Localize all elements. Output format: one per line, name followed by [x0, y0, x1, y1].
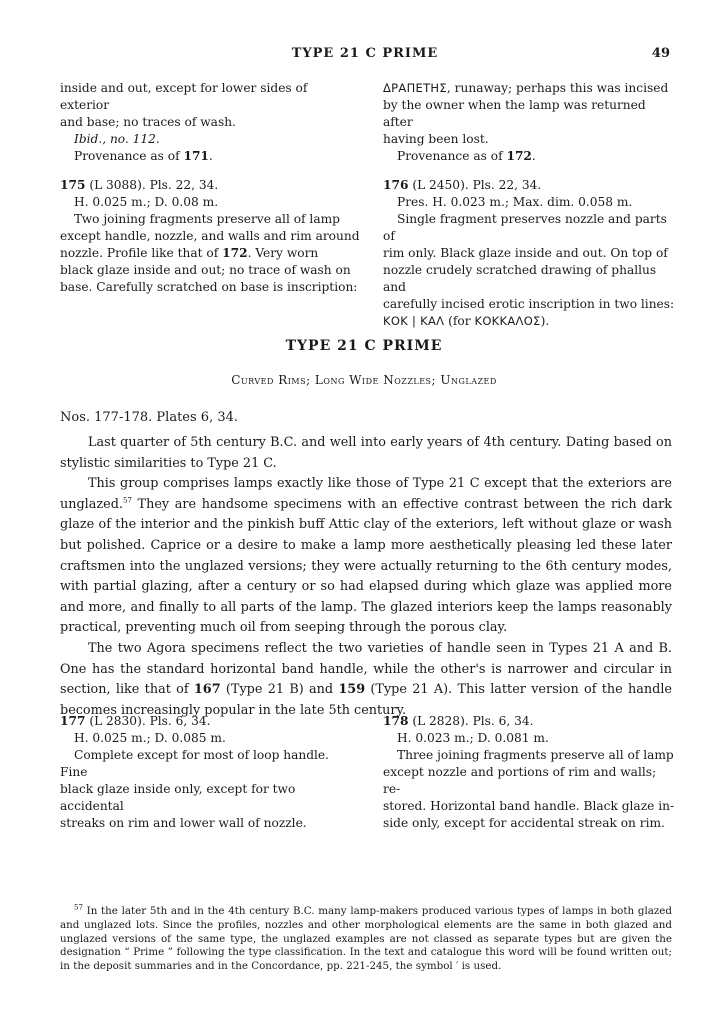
running-title: TYPE 21 C PRIME: [291, 46, 439, 61]
paragraph: Last quarter of 5th century B.C. and well into early years of 4th century. Dating based on stylistic similarities to Type 21 C.: [60, 435, 673, 471]
text-line: black glaze inside only, except for two accidental: [60, 782, 296, 813]
text-line: rim only. Black glaze inside and out. On top of: [383, 246, 668, 260]
text-line: and base; no traces of wash.: [60, 115, 236, 129]
running-head: [60, 46, 670, 66]
paragraph: This group comprises lamps exactly like those of Type 21 C except that the exteriors are unglazed.$^{57}$ They are handsome specimens with an effective contrast between the rich dark glaze of the interior and the pinkish buff Attic clay of the exteriors, left without glaze or wash but polished. Caprice or a desire to make a lamp more aesthetically pleasing led these later craftsmen into the unglazed versions; they were actually returning to the 6th century modes, with partial glazing, after a century or so had elapsed during which glaze was applied more and more, and finally to all parts of the lamp. The glazed interiors keep the lamps reasonably practical, preventing much oil from seeping through the porous clay.: [60, 476, 672, 636]
footnote: [60, 905, 672, 974]
text-line: nozzle crudely scratched drawing of phallus and: [383, 263, 657, 294]
text-line: Complete except for most of loop handle. Fine: [60, 748, 330, 779]
text-line: except nozzle and portions of rim and walls; re-: [383, 765, 657, 796]
entry-heading: 176 (L 2450). Pls. 22, 34.: [383, 178, 542, 192]
provenance-line: Provenance as of 171.: [74, 149, 213, 163]
right-column-top: [383, 80, 675, 330]
catalogue-entry-177: [60, 713, 360, 832]
text-line: except handle, nozzle, and walls and rim around: [60, 229, 360, 243]
text-line: inside and out, except for lower sides of exterior: [60, 81, 308, 112]
ibid-reference: Ibid., no. 112.: [74, 132, 160, 146]
footnote-marker: 57: [122, 496, 132, 505]
text-line: ΔΡΑΠΕΤΗΣ, runaway; perhaps this was incised: [383, 81, 669, 95]
page-number: 49: [651, 46, 670, 61]
catalogue-entry-176: [383, 177, 675, 330]
text-line: base. Carefully scratched on base is inscription:: [60, 280, 358, 294]
text-line: Two joining fragments preserve all of lamp: [74, 212, 340, 226]
text-line: ΚΟΚ | ΚΑΛ (for ΚΟΚΚΑΛΟΣ).: [383, 314, 550, 328]
entry-heading: 178 (L 2828). Pls. 6, 34.: [383, 714, 534, 728]
text-line: side only, except for accidental streak on rim.: [383, 816, 665, 830]
text-line: stored. Horizontal band handle. Black glaze in-: [383, 799, 675, 813]
section-title: TYPE 21 C PRIME: [285, 338, 443, 354]
text-line: black glaze inside and out; no trace of wash on: [60, 263, 351, 277]
entry-dimensions: Pres. H. 0.023 m.; Max. dim. 0.058 m.: [397, 195, 633, 209]
entry-dimensions: H. 0.025 m.; D. 0.085 m.: [74, 731, 226, 745]
body-text: [60, 433, 672, 721]
entry-dimensions: H. 0.023 m.; D. 0.081 m.: [397, 731, 549, 745]
catalogue-entry-175: [60, 177, 360, 296]
entry-heading: 175 (L 3088). Pls. 22, 34.: [60, 178, 219, 192]
entry-heading: 177 (L 2830). Pls. 6, 34.: [60, 714, 211, 728]
paragraph: The two Agora specimens reflect the two varieties of handle seen in Types 21 A and B. One has the standard horizontal band handle, while the other's is narrower and circular in section, like that of 167 (Type 21 B) and 159 (Type 21 A). This latter version of the handle becomes increasingly popular in the late 5th century.: [60, 640, 673, 718]
text-line: nozzle. Profile like that of 172. Very worn: [60, 246, 319, 260]
text-line: Single fragment preserves nozzle and parts of: [383, 212, 667, 243]
footnote-text: $^{57}$ In the later 5th and in the 4th century B.C. many lamp-makers produced various types of lamps in both glazed and unglazed lots. Since the profiles, nozzles and other morphological elements are the same in both glazed and unglazed versions of the same type, the unglazed examples are not classed as separate types but are given the designation “ Prime ” following the type classification. In the text and catalogue this word will be found written out; in the deposit summaries and in the Concordance, pp. 221-245, the symbol ′ is used.: [60, 903, 672, 973]
text-line: having been lost.: [383, 132, 489, 146]
text-line: by the owner when the lamp was returned after: [383, 98, 646, 129]
section-subtitle: Curved Rims; Long Wide Nozzles; Unglazed: [231, 373, 497, 387]
plates-reference: Nos. 177-178. Plates 6, 34.: [60, 410, 239, 425]
entry-dimensions: H. 0.025 m.; D. 0.08 m.: [74, 195, 219, 209]
footnote-number: 57: [74, 903, 83, 912]
greek-inscription: ΚΟΚ | ΚΑΛ: [383, 314, 445, 328]
catalogue-entry-178: [383, 713, 675, 832]
text-line: Three joining fragments preserve all of lamp: [397, 748, 674, 762]
greek-inscription: ΔΡΑΠΕΤΗΣ: [383, 81, 447, 95]
greek-inscription: ΚΟΚΚΑΛΟΣ: [474, 314, 541, 328]
text-line: carefully incised erotic inscription in two lines:: [383, 297, 675, 311]
left-column-top: [60, 80, 360, 296]
text-line: streaks on rim and lower wall of nozzle.: [60, 816, 307, 830]
provenance-line: Provenance as of 172.: [397, 149, 536, 163]
